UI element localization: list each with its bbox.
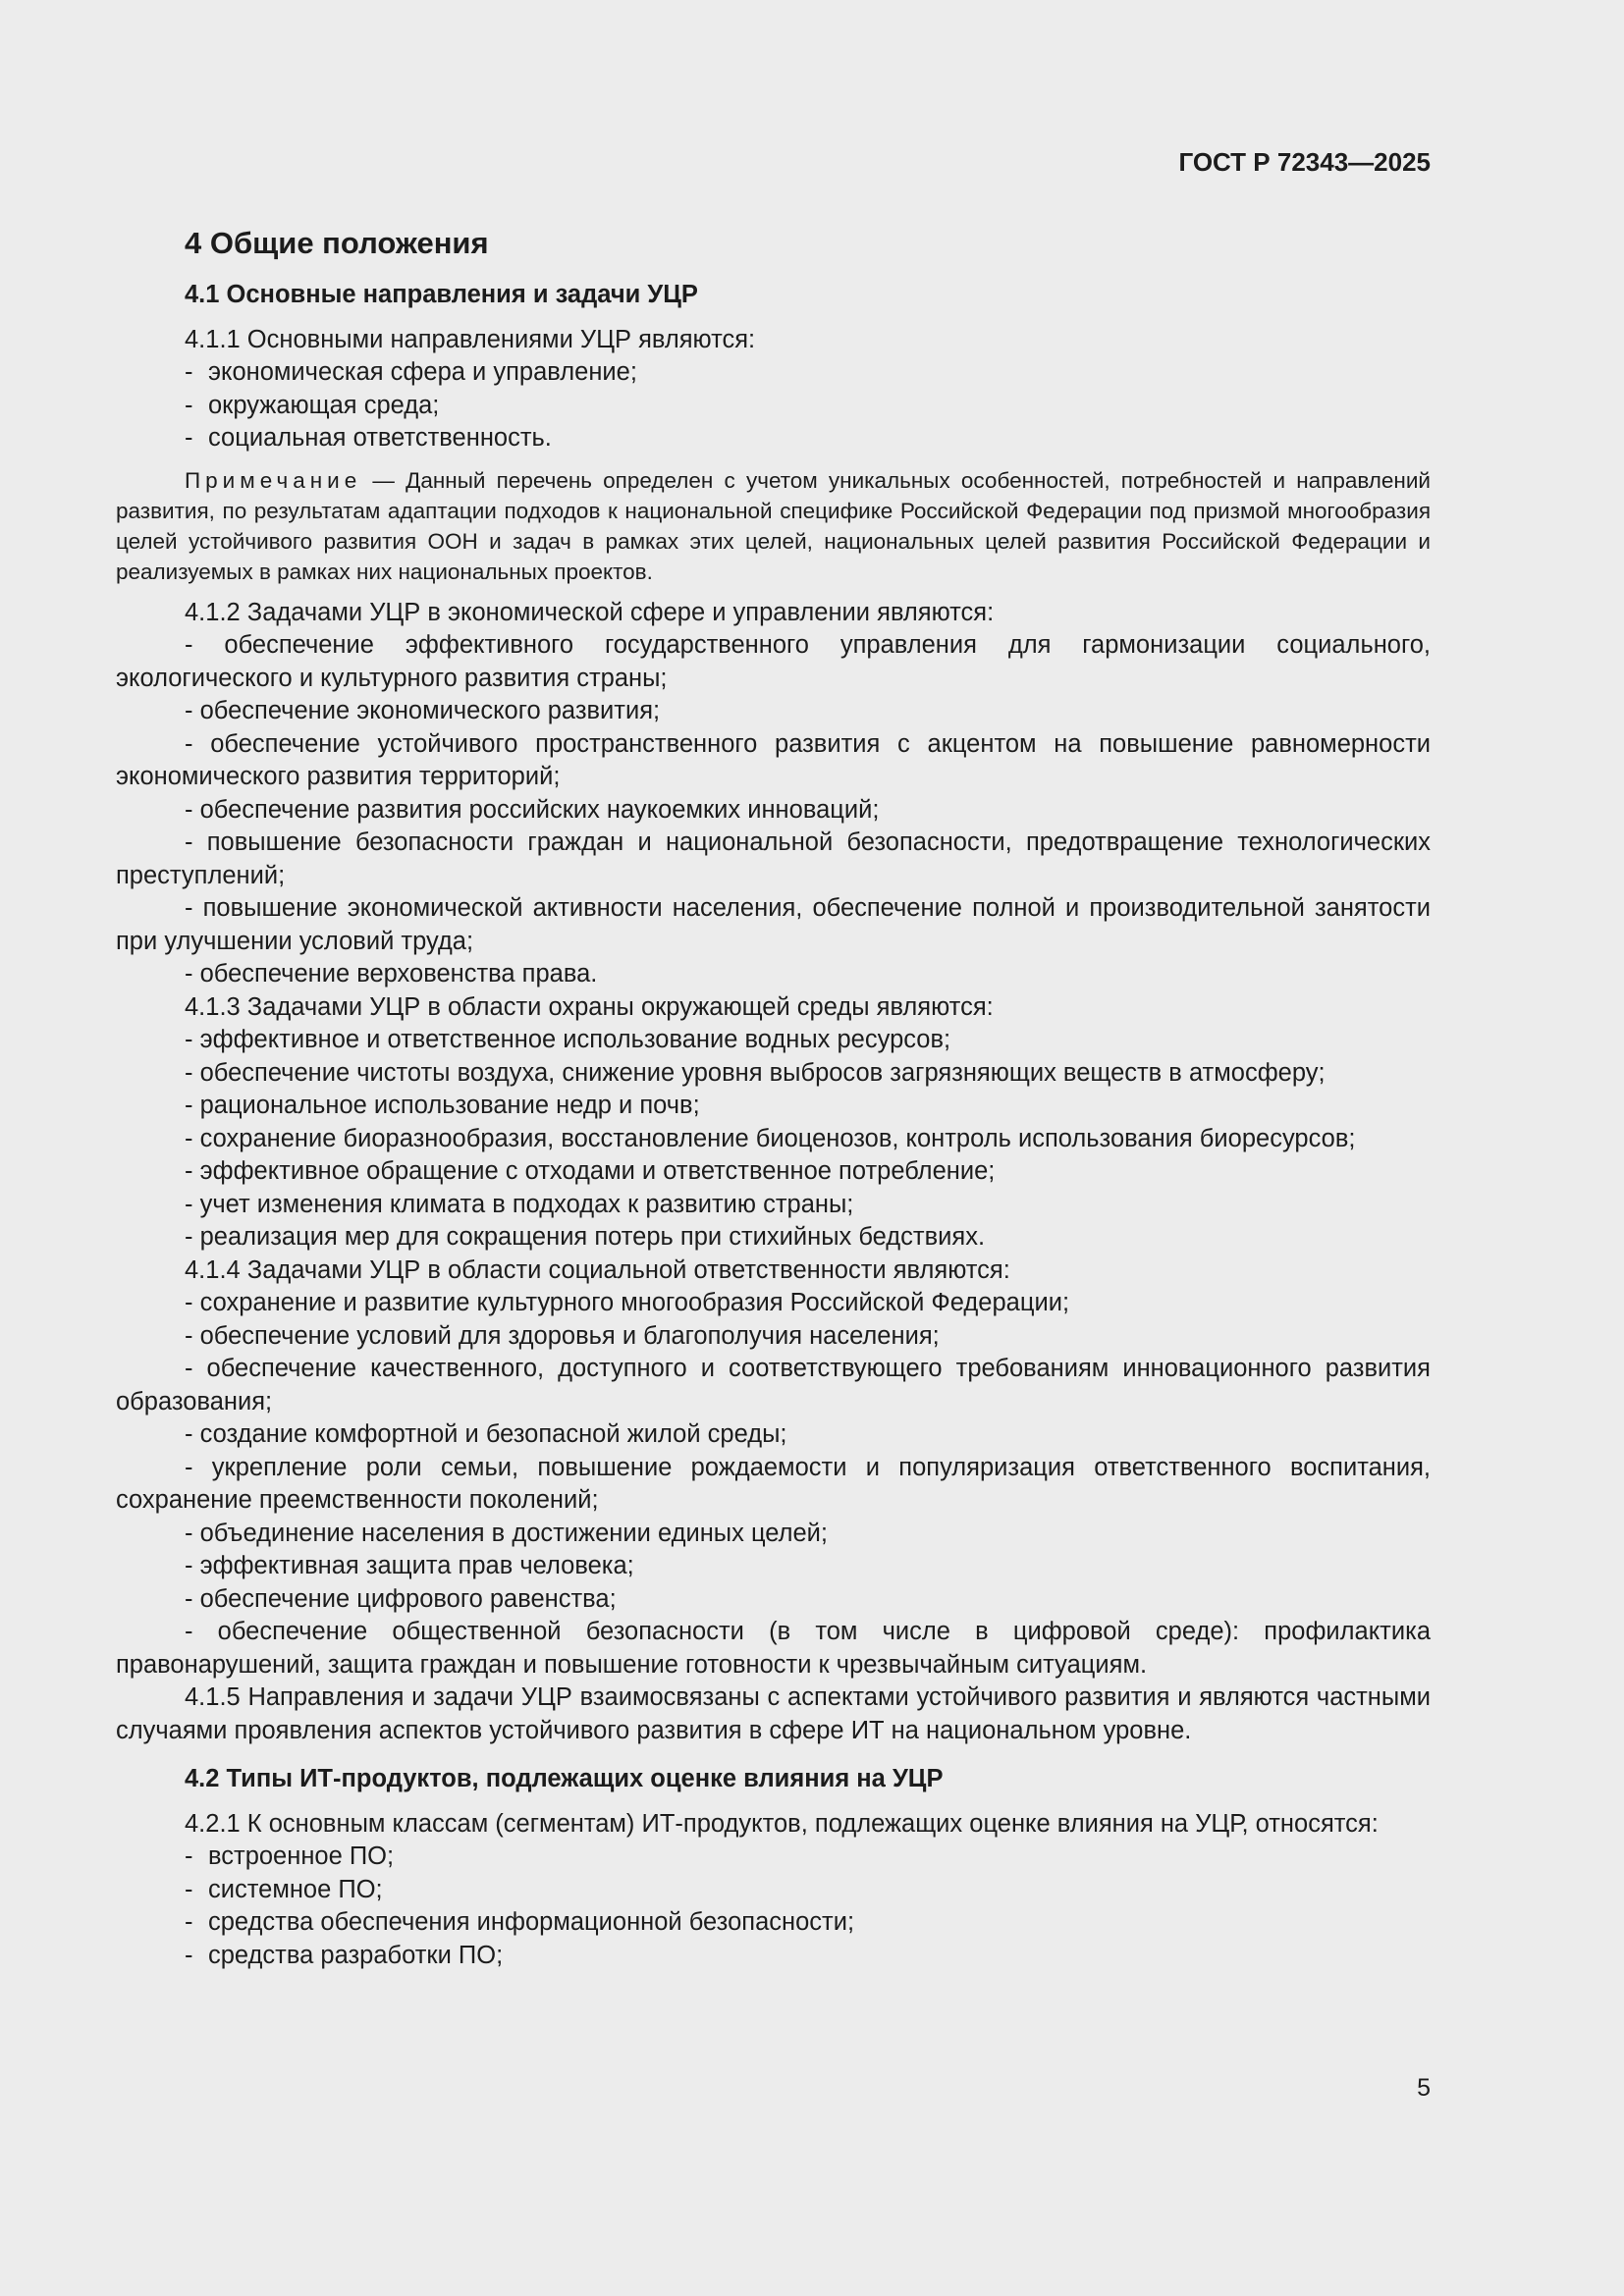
list-item: - окружающая среда;	[185, 391, 440, 419]
list-item: - учет изменения климата в подходах к развитию страны;	[185, 1190, 854, 1218]
list-item: - эффективная защита прав человека;	[185, 1552, 634, 1579]
list-item: - сохранение и развитие культурного многообразия Российской Федерации;	[185, 1289, 1070, 1316]
paragraph-4-1-1: 4.1.1 Основными направлениями УЦР являются:	[185, 325, 756, 353]
subsection-title-4-2: 4.2 Типы ИТ-продуктов, подлежащих оценке влияния на УЦР	[185, 1765, 944, 1792]
list-item: - обеспечение качественного, доступного и соответствующего требованиям инновационного развития образования;	[116, 1355, 1431, 1415]
paragraph-4-2-1: 4.2.1 К основным классам (сегментам) ИТ-продуктов, подлежащих оценке влияния на УЦР, относятся:	[185, 1809, 1379, 1838]
list-item: - обеспечение общественной безопасности (в том числе в цифровой среде): профилактика правонарушений, защита граждан и повышение готовности к чрезвычайным ситуациям.	[116, 1618, 1431, 1679]
list-item: - обеспечение чистоты воздуха, снижение уровня выбросов загрязняющих веществ в атмосферу;	[185, 1058, 1326, 1087]
paragraph-4-1-4: 4.1.4 Задачами УЦР в области социальной ответственности являются:	[185, 1255, 1010, 1284]
list-item: - обеспечение цифрового равенства;	[185, 1584, 617, 1613]
list-item: - социальная ответственность.	[185, 424, 552, 452]
list-item: - эффективное обращение с отходами и ответственное потребление;	[185, 1157, 996, 1185]
list-item: - обеспечение развития российских наукоемких инноваций;	[185, 795, 880, 824]
list-item: - повышение экономической активности населения, обеспечение полной и производительной занятости при улучшении условий труда;	[116, 894, 1431, 955]
list-item: - экономическая сфера и управление;	[185, 358, 637, 386]
paragraph-4-1-5: 4.1.5 Направления и задачи УЦР взаимосвязаны с аспектами устойчивого развития и являются частными случаями проявления аспектов устойчивого развития в сфере ИТ на национальном уровне.	[116, 1683, 1431, 1744]
list-item: - создание комфортной и безопасной жилой среды;	[185, 1420, 787, 1448]
list-item: - обеспечение условий для здоровья и благополучия населения;	[185, 1321, 940, 1350]
page-number: 5	[1417, 2074, 1431, 2102]
note-label: Примечание	[185, 467, 362, 493]
paragraph-4-1-3: 4.1.3 Задачами УЦР в области охраны окружающей среды являются:	[185, 992, 994, 1021]
list-item: - встроенное ПО;	[185, 1842, 395, 1870]
list-item: - средства обеспечения информационной безопасности;	[185, 1908, 855, 1936]
note-text: — Данный перечень определен с учетом уникальных особенностей, потребностей и направлений развития, по результатам адаптации подходов к национальной специфике Российской Федерации под призмой многообразия целей устойчивого развития ООН и задач в рамках этих целей, национальных целей развития Российской Федерации и реализуемых в рамках них национальных проектов.	[116, 467, 1431, 584]
list-item: - объединение населения в достижении единых целей;	[185, 1519, 828, 1547]
subsection-title-4-1: 4.1 Основные направления и задачи УЦР	[185, 281, 698, 308]
list-item: - обеспечение эффективного государственного управления для гармонизации социального, экологического и культурного развития страны;	[116, 631, 1431, 692]
list-item: - обеспечение верховенства права.	[185, 960, 598, 988]
section-title: 4 Общие положения	[185, 226, 489, 260]
page-content	[116, 224, 1431, 1972]
list-item: - повышение безопасности граждан и национальной безопасности, предотвращение технологических преступлений;	[116, 828, 1431, 889]
list-item: - укрепление роли семьи, повышение рождаемости и популяризация ответственного воспитания, сохранение преемственности поколений;	[116, 1453, 1431, 1514]
note	[116, 465, 1431, 587]
list-item: - обеспечение устойчивого пространственного развития с акцентом на повышение равномерности экономического развития территорий;	[116, 729, 1431, 790]
list-item: - системное ПО;	[185, 1875, 383, 1903]
list-item: - эффективное и ответственное использование водных ресурсов;	[185, 1026, 951, 1053]
list-item: - средства разработки ПО;	[185, 1941, 504, 1969]
list-item: - реализация мер для сокращения потерь при стихийных бедствиях.	[185, 1223, 986, 1251]
document-code: ГОСТ Р 72343—2025	[1178, 147, 1431, 177]
list-item: - рациональное использование недр и почв;	[185, 1092, 700, 1119]
list-item: - сохранение биоразнообразия, восстановление биоценозов, контроль использования биоресурсов;	[185, 1124, 1356, 1152]
list-item: - обеспечение экономического развития;	[185, 697, 661, 724]
paragraph-4-1-2: 4.1.2 Задачами УЦР в экономической сфере и управлении являются:	[185, 598, 995, 626]
